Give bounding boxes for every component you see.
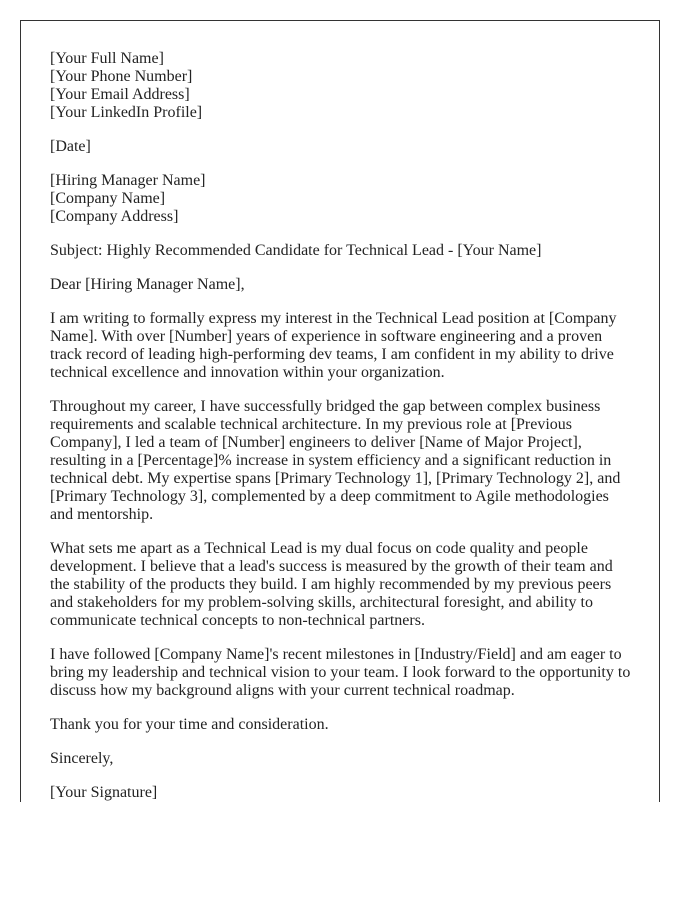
paragraph-line: [Primary Technology 3], complemented by a deep commitment to Agile methodologies [50, 488, 609, 505]
sender-phone-number: [Your Phone Number] [50, 68, 193, 85]
body-paragraph-1 [50, 310, 640, 382]
sender-full-name: [Your Full Name] [50, 50, 164, 67]
letter-content [50, 50, 640, 802]
paragraph-line: and stakeholders for my problem-solving skills, architectural foresight, and ability to [50, 594, 593, 611]
date-block [50, 138, 640, 156]
signature-text: [Your Signature] [50, 784, 158, 801]
paragraph-line: What sets me apart as a Technical Lead is my dual focus on code quality and people [50, 540, 588, 557]
recipient-hiring-manager-name: [Hiring Manager Name] [50, 172, 206, 189]
recipient-address-block [50, 172, 640, 226]
paragraph-line: Throughout my career, I have successfully bridged the gap between complex business [50, 398, 601, 415]
signature-block [50, 784, 640, 802]
salutation-text: Dear [Hiring Manager Name], [50, 276, 245, 293]
paragraph-line: Company], I led a team of [Number] engineers to deliver [Name of Major Project], [50, 434, 582, 451]
sender-address-block [50, 50, 640, 122]
paragraph-line: I have followed [Company Name]'s recent milestones in [Industry/Field] and am eager to [50, 646, 622, 663]
subject-text: Subject: Highly Recommended Candidate for Technical Lead - [Your Name] [50, 242, 542, 259]
closing-text: Sincerely, [50, 750, 114, 767]
body-paragraph-4 [50, 646, 640, 700]
subject-line [50, 242, 640, 260]
sender-email-address: [Your Email Address] [50, 86, 190, 103]
paragraph-line: track record of leading high-performing dev teams, I am confident in my ability to drive [50, 346, 614, 363]
recipient-company-address: [Company Address] [50, 208, 179, 225]
paragraph-line: requirements and scalable technical architecture. In my previous role at [Previous [50, 416, 573, 433]
paragraph-line: technical debt. My expertise spans [Primary Technology 1], [Primary Technology 2], and [50, 470, 621, 487]
letter-frame [20, 20, 660, 802]
body-paragraph-2 [50, 398, 640, 524]
sender-linkedin-profile: [Your LinkedIn Profile] [50, 104, 203, 121]
paragraph-line: communicate technical concepts to non-technical partners. [50, 612, 425, 629]
paragraph-line: the stability of the products they build. I am highly recommended by my previous peers [50, 576, 612, 593]
paragraph-line: technical excellence and innovation within your organization. [50, 364, 445, 381]
body-paragraph-3 [50, 540, 640, 630]
closing-thanks [50, 716, 640, 734]
paragraph-line: bring my leadership and technical vision to your team. I look forward to the opportunity to [50, 664, 631, 681]
letter-date: [Date] [50, 138, 91, 155]
paragraph-line: development. I believe that a lead's success is measured by the growth of their team and [50, 558, 613, 575]
closing-thanks-text: Thank you for your time and consideration. [50, 716, 329, 733]
paragraph-line: resulting in a [Percentage]% increase in system efficiency and a significant reduction in [50, 452, 612, 469]
paragraph-line: discuss how my background aligns with your current technical roadmap. [50, 682, 515, 699]
closing [50, 750, 640, 768]
recipient-company-name: [Company Name] [50, 190, 166, 207]
paragraph-line: Name]. With over [Number] years of experience in software engineering and a proven [50, 328, 603, 345]
salutation [50, 276, 640, 294]
paragraph-line: and mentorship. [50, 506, 154, 523]
paragraph-line: I am writing to formally express my interest in the Technical Lead position at [Company [50, 310, 617, 327]
